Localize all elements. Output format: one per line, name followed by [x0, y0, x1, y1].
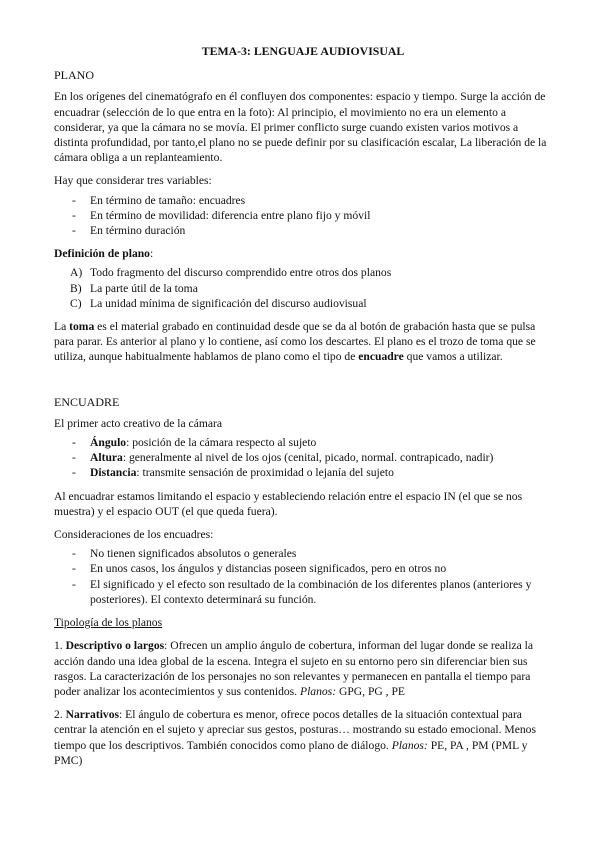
list-item: - En término de tamaño: encuadres	[72, 193, 246, 207]
list-item: B) La parte útil de la toma	[70, 281, 198, 295]
list-item: - Distancia: transmite sensación de proximidad o lejanía del sujeto	[72, 466, 394, 480]
tipologia-item-1: 1. Descriptivo o largos: Ofrecen un amplio ángulo de cobertura, informan del lugar donde se realiza la acción dando una idea global de la escena. Integra el sujeto en su entorno pero sin diferenciar bien sus rasgos. La caracterización de los personajes no son relevantes y permanecen en pantalla el tiempo para poder analizar los acontecimientos y sus contenidos. Planos: GPG, PG , PE	[54, 639, 534, 698]
list-item: C) La unidad mínima de significación del discurso audiovisual	[70, 296, 367, 310]
encuadre-list	[54, 435, 552, 481]
list-item: - En unos casos, los ángulos y distancias poseen significados, pero en otros no	[72, 562, 447, 576]
definition-heading: Definición de plano:	[54, 247, 154, 261]
plano-intro-paragraph: En los orígenes del cinematógrafo en él confluyen dos componentes: espacio y tiempo. Surge la acción de encuadrar (selección de lo que entra en la foto): Al principio, el movimiento no era un elemento a considerar, ya que la cámara no se movía. El primer conflicto surge cuando existen varios motivos a distinta profundidad, por tanto,el plano no se puede definir por su clasificación escalar, La liberación de la cámara obliga a un replanteamiento.	[54, 90, 547, 165]
list-item: - En término de movilidad: diferencia entre plano fijo y móvil	[72, 208, 371, 222]
section-heading-plano: PLANO	[54, 68, 95, 83]
document-title: TEMA-3: LENGUAJE AUDIOVISUAL	[201, 44, 405, 58]
list-item: - Ángulo: posición de la cámara respecto al sujeto	[72, 436, 317, 450]
consideraciones-intro: Consideraciones de los encuadres:	[54, 528, 214, 542]
definition-list	[54, 265, 552, 311]
tipologia-item-2: 2. Narrativos: El ángulo de cobertura es menor, ofrece pocos detalles de la situación contextual para centrar la atención en el sujeto y apreciar sus gestos, posturas… mostrando su estado emocional. Menos tiempo que los descriptivos. También conocidos como plano de diálogo. Planos: PE, PA , PM (PML y PMC)	[54, 708, 536, 767]
tipologia-heading: Tipología de los planos	[54, 616, 163, 630]
toma-paragraph: La toma es el material grabado en continuidad desde que se da al botón de grabación hasta que se pulsa para parar. Es anterior al plano y lo contiene, así como los descartes. El plano es el trozo de toma que se utiliza, aunque habitualmente hablamos de plano como el tipo de encuadre que vamos a utilizar.	[54, 320, 536, 364]
list-item: - Altura: generalmente al nivel de los ojos (cenital, picado, normal. contrapicado, nadir)	[72, 451, 494, 465]
consideraciones-list	[54, 546, 552, 607]
spacer	[54, 373, 552, 395]
variables-intro: Hay que considerar tres variables:	[54, 174, 212, 188]
section-heading-encuadre: ENCUADRE	[54, 394, 120, 409]
encuadre-intro: El primer acto creativo de la cámara	[54, 416, 223, 430]
variables-list	[54, 193, 552, 239]
list-item: - En término duración	[72, 224, 186, 238]
document-page	[54, 44, 552, 776]
espacio-paragraph: Al encuadrar estamos limitando el espacio y estableciendo relación entre el espacio IN (el que se nos muestra) y el espacio OUT (el que queda fuera).	[54, 489, 523, 518]
list-item: A) Todo fragmento del discurso comprendido entre otros dos planos	[70, 266, 392, 280]
list-item: - No tienen significados absolutos o generales	[72, 547, 297, 561]
list-item: - El significado y el efecto son resultado de la combinación de los diferentes planos (anteriores y posteriores). El contexto determinará su función.	[72, 577, 532, 606]
